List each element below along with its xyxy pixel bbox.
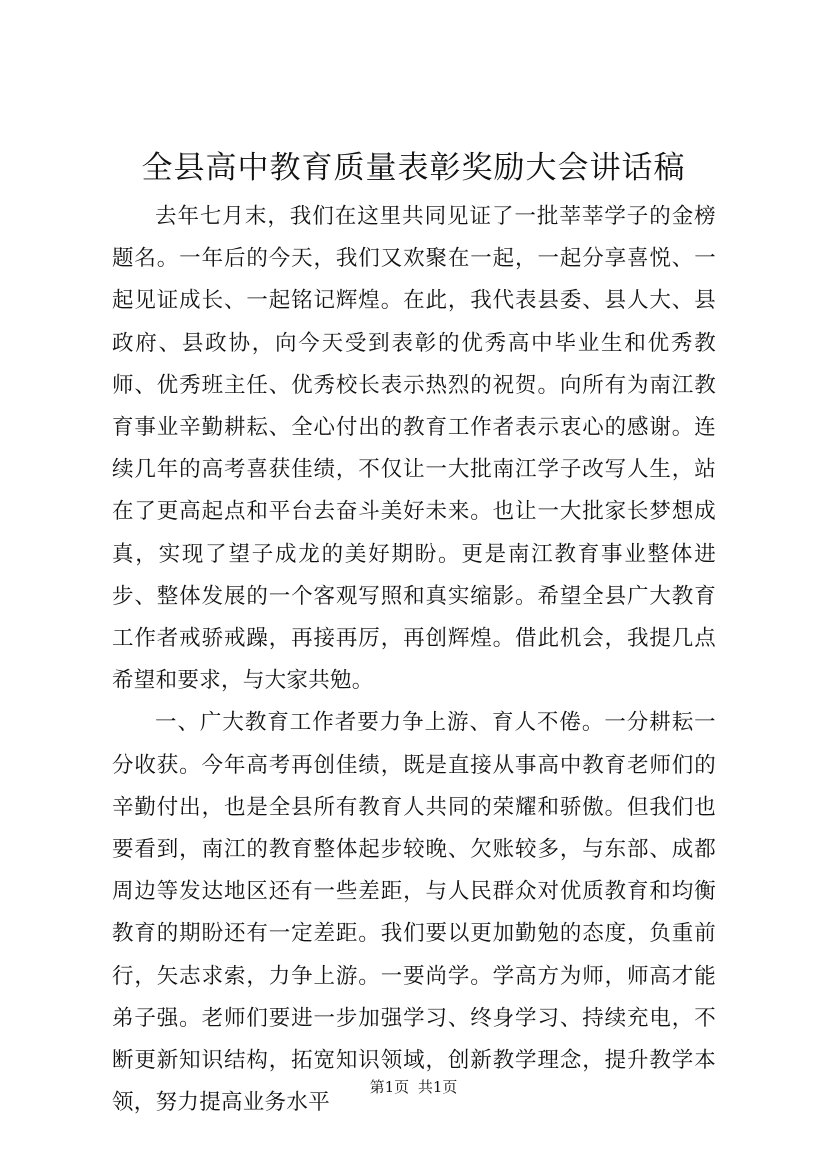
page-total: 共1页 [417,1078,458,1096]
document-body [112,196,716,1124]
page-number: 第1页 [369,1078,410,1096]
paragraph-point-one: 一、广大教育工作者要力争上游、育人不倦。一分耕耘一分收获。今年高考再创佳绩，既是直接从事高中教育老师们的辛勤付出，也是全县所有教育人共同的荣耀和骄傲。但我们也要看到，南江的教育整体起步较晚、欠账较多，与东部、成都周边等发达地区还有一些差距，与人民群众对优质教育和均衡教育的期盼还有一定差距。我们要以更加勤勉的态度，负重前行，矢志求索，力争上游。一要尚学。学高方为师，师高才能弟子强。老师们要进一步加强学习、终身学习、持续充电，不断更新知识结构，拓宽知识领域，创新教学理念，提升教学本领，努力提高业务水平 [112,710,716,1116]
page-footer [0,1077,827,1097]
paragraph-intro: 去年七月末，我们在这里共同见证了一批莘莘学子的金榜题名。一年后的今天，我们又欢聚在一起，一起分享喜悦、一起见证成长、一起铭记辉煌。在此，我代表县委、县人大、县政府、县政协，向今天受到表彰的优秀高中毕业生和优秀教师、优秀班主任、优秀校长表示热烈的祝贺。向所有为南江教育事业辛勤耕耘、全心付出的教育工作者表示衷心的感谢。连续几年的高考喜获佳绩，不仅让一大批南江学子改写人生，站在了更高起点和平台去奋斗美好未来。也让一大批家长梦想成真，实现了望子成龙的美好期盼。更是南江教育事业整体进步、整体发展的一个客观写照和真实缩影。希望全县广大教育工作者戒骄戒躁，再接再厉，再创辉煌。借此机会，我提几点希望和要求，与大家共勉。 [112,204,716,694]
document-title: 全县高中教育质量表彰奖励大会讲话稿 [141,150,686,186]
